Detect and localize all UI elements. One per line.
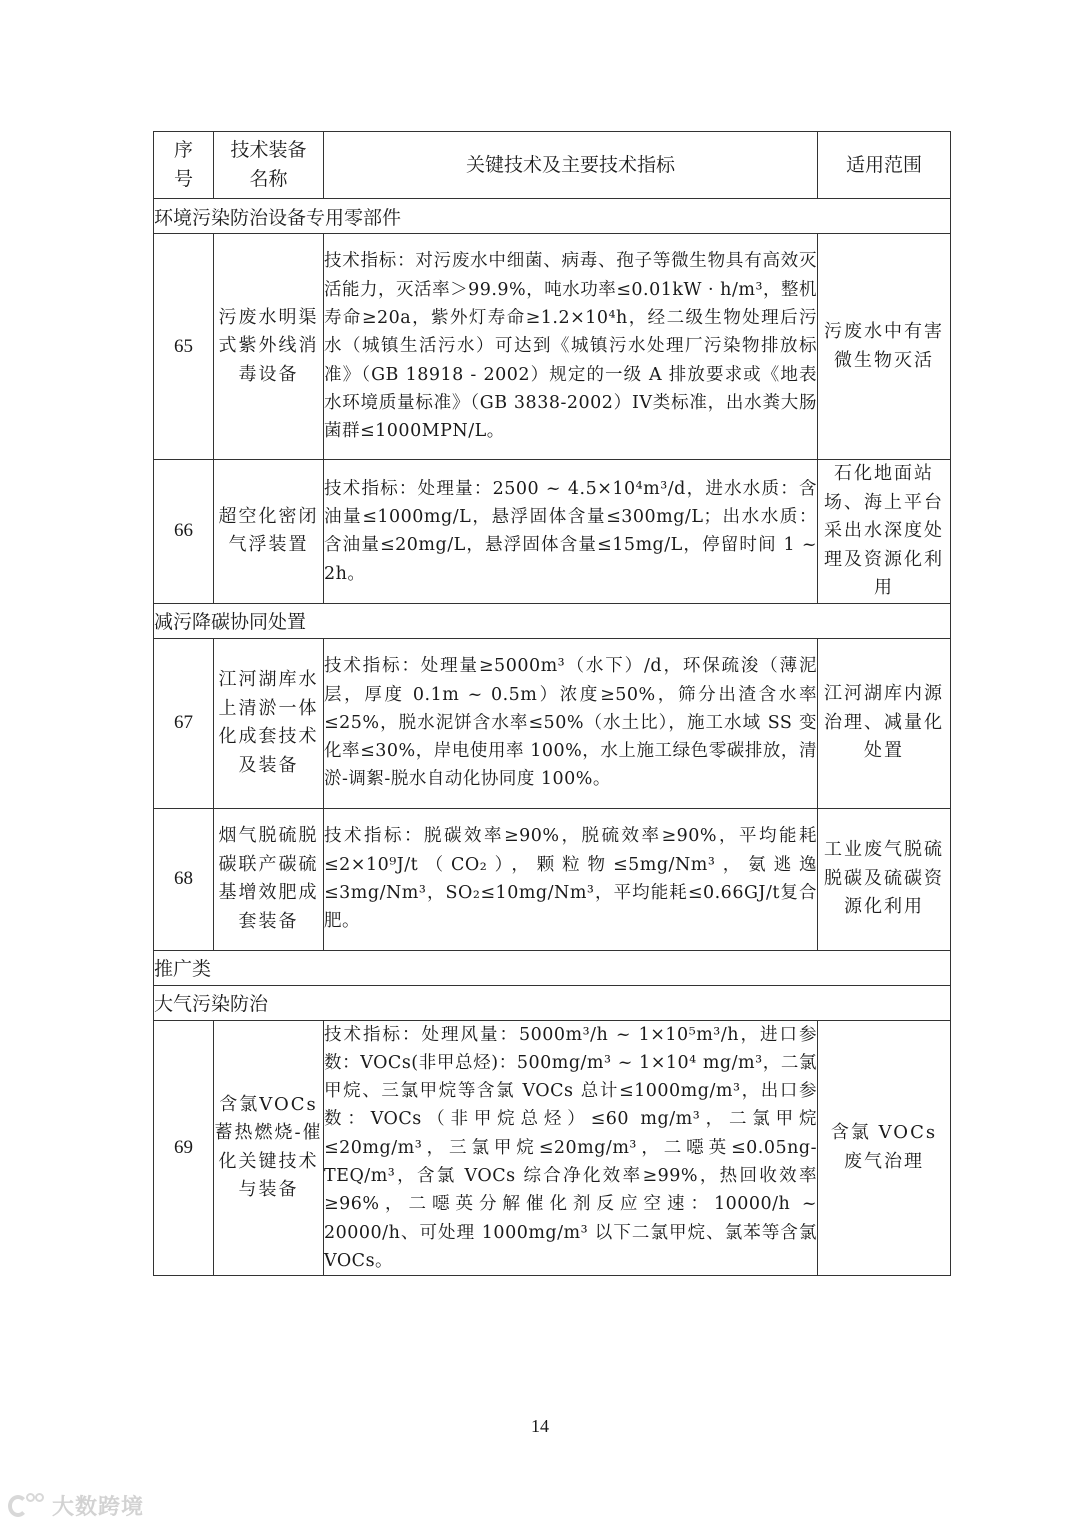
header-serial-number: 序号 [154,132,214,199]
watermark-text: 大数跨境 [52,1495,145,1520]
technical-indicators: 技术指标：处理风量：5000m³/h ~ 1×10⁵m³/h，进口参数：VOCs(非甲总烃)：500mg/m³ ~ 1×10⁴ mg/m³，二氯甲烷、三氯甲烷等含氯 VOCs 总计≤1000mg/m³，出口参数：VOCs（非甲烷总烃）≤60 mg/m³，二氯甲烷≤20mg/m³，三氯甲烷≤20mg/m³，二噁英≤0.05ng-TEQ/m³，含氯 VOCs 综合净化效率≥99%，热回收效率≥96%，二噁英分解催化剂反应空速：10000/h ~ 20000/h、可处理 1000mg/m³ 以下二氯甲烷、氯苯等含氯 VOCs。 [324,1020,818,1276]
technical-indicators: 技术指标：脱碳效率≥90%，脱硫效率≥90%，平均能耗≤2×10⁹J/t（CO₂），颗粒物≤5mg/Nm³，氨逃逸≤3mg/Nm³，SO₂≤10mg/Nm³，平均能耗≤0.66GJ/t复合肥。 [324,808,818,950]
technology-equipment-table [153,131,951,1276]
section-title: 环境污染防治设备专用零部件 [154,199,951,234]
row-number: 66 [154,460,214,604]
section-row [154,985,951,1020]
page-number: 14 [531,1416,549,1436]
application-scope: 江河湖库内源治理、减量化处置 [818,638,951,808]
equipment-name: 污废水明渠式紫外线消毒设备 [214,234,324,460]
technical-indicators: 技术指标：对污废水中细菌、病毒、孢子等微生物具有高效灭活能力，灭活率＞99.9%，吨水功率≤0.01kW · h/m³，整机寿命≥20a，紫外灯寿命≥1.2×10⁴h，经二级生物处理后污水（城镇生活污水）可达到《城镇污水处理厂污染物排放标准》（GB 18918 - 2002）规定的一级 A 排放要求或《地表水环境质量标准》（GB 3838-2002）IV类标准，出水粪大肠菌群≤1000MPN/L。 [324,234,818,460]
equipment-name: 江河湖库水上清淤一体化成套技术及装备 [214,638,324,808]
section-title: 推广类 [154,950,951,985]
equipment-name: 烟气脱硫脱碳联产碳硫基增效肥成套装备 [214,808,324,950]
table-row [154,460,951,604]
row-number: 67 [154,638,214,808]
technical-indicators: 技术指标：处理量：2500 ~ 4.5×10⁴m³/d，进水水质：含油量≤1000mg/L，悬浮固体含量≤300mg/L；出水水质：含油量≤20mg/L，悬浮固体含量≤15mg/L，停留时间 1 ~ 2h。 [324,460,818,604]
watermark-logo-icon [8,1493,46,1519]
section-row [154,950,951,985]
technical-indicators: 技术指标：处理量≥5000m³（水下）/d，环保疏浚（薄泥层，厚度 0.1m ~ 0.5m）浓度≥50%，筛分出渣含水率≤25%，脱水泥饼含水率≤50%（水土比），施工水域 SS 变化率≤30%，岸电使用率 100%，水上施工绿色零碳排放，清淤-调絮-脱水自动化协同度 100%。 [324,638,818,808]
application-scope: 石化地面站场、海上平台采出水深度处理及资源化利用 [818,460,951,604]
row-number: 65 [154,234,214,460]
section-row [154,199,951,234]
application-scope: 含氯 VOCs 废气治理 [818,1020,951,1276]
section-row [154,603,951,638]
row-number: 68 [154,808,214,950]
watermark [8,1490,144,1521]
table-row [154,808,951,950]
header-application-scope: 适用范围 [818,132,951,199]
table-row [154,234,951,460]
header-equipment-name: 技术装备名称 [214,132,324,199]
table-header-row [154,132,951,199]
section-title: 减污降碳协同处置 [154,603,951,638]
section-title: 大气污染防治 [154,985,951,1020]
header-key-technology: 关键技术及主要技术指标 [324,132,818,199]
equipment-name: 超空化密闭气浮装置 [214,460,324,604]
application-scope: 污废水中有害微生物灭活 [818,234,951,460]
table-row [154,638,951,808]
equipment-name: 含氯VOCs蓄热燃烧-催化关键技术与装备 [214,1020,324,1276]
application-scope: 工业废气脱硫脱碳及硫碳资源化利用 [818,808,951,950]
row-number: 69 [154,1020,214,1276]
table-row [154,1020,951,1276]
